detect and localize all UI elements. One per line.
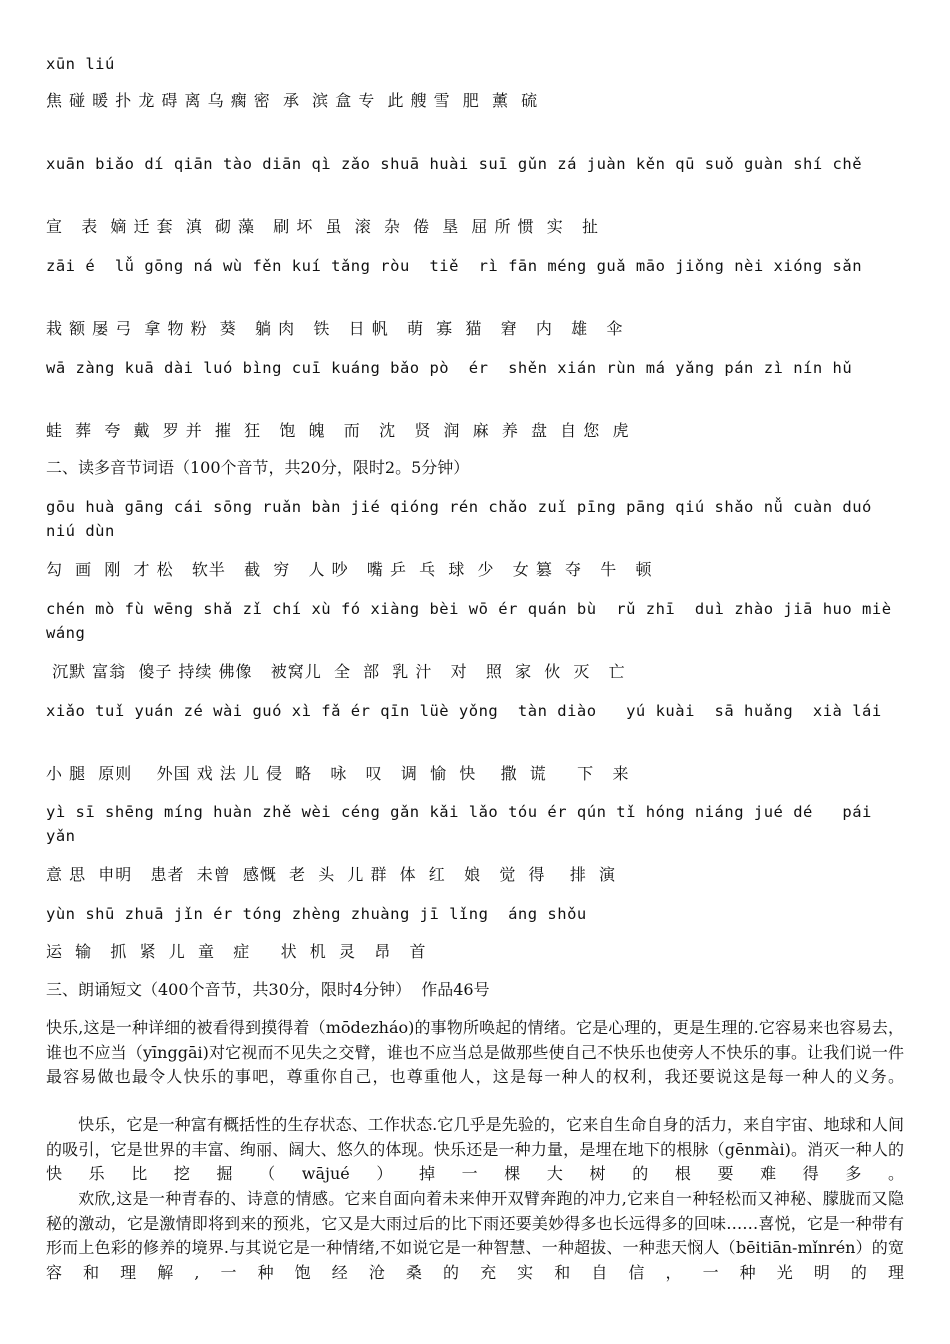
pinyin-line: xiǎo tuǐ yuán zé wài guó xì fǎ ér qīn lüè yǒng tàn diào yú kuài sā huǎng xià lái	[46, 702, 882, 720]
paragraph-text: 快乐,这是一种详细的被看得到摸得着（mōdezháo)的事物所唤起的情绪。它是心理的，更是生理的.它容易来也容易去，谁也不应当（yīnggāi)对它视而不见失之交臂，谁也不应当总是做那些使自己不快乐也使旁人不快乐的事。让我们说一件最容易做也最令人快乐的事吧，尊重你自己，也尊重他人，这是每一种人的权利，我还要说这是每一种人的义务。	[46, 1018, 904, 1086]
hanzi-line: 沉默 富翁 傻子 持续 佛像 被窝儿 全 部 乳 汁 对 照 家 伙 灭 亡	[46, 662, 626, 681]
reading-paragraph	[46, 1113, 904, 1187]
hanzi-line: 蛙 葬 夸 戴 罗 并 摧 狂 饱 魄 而 沈 贤 润 麻 养 盘 自 您 虎	[46, 421, 630, 440]
section-heading: 三、朗诵短文（400个音节，共30分，限时4分钟） 作品46号	[46, 980, 490, 999]
hanzi-line: 运 输 抓 紧 儿 童 症 状 机 灵 昂 首	[46, 942, 427, 961]
hanzi-line: 焦 碰 暖 扑 龙 碍 离 乌 瘸 密 承 滨 盒 专 此 艘 雪 肥 薰 硫	[46, 91, 539, 110]
hanzi-line: 小 腿 原则 外国 戏 法 儿 侵 略 咏 叹 调 愉 快 撒 谎 下 来	[46, 764, 630, 783]
paragraph-text: 快乐，它是一种富有概括性的生存状态、工作状态.它几乎是先验的，它来自生命自身的活力，来自宇宙、地球和人间的吸引，它是世界的丰富、绚丽、阔大、悠久的体现。快乐还是一种力量，是埋在地下的根脉（gēnmài)。消灭一种人的快乐比挖掘（wājué）掉一棵大树的根要难得多。	[46, 1115, 904, 1183]
reading-paragraph	[46, 1016, 904, 1090]
pinyin-line: zāi é lǚ gōng ná wù fěn kuí tǎng ròu tiě rì fān méng guǎ māo jiǒng nèi xióng sǎn	[46, 257, 863, 275]
hanzi-line: 意 思 申明 患者 未曾 感慨 老 头 儿 群 体 红 娘 觉 得 排 演	[46, 865, 617, 884]
hanzi-line: 宣 表 嫡 迁 套 滇 砌 藻 刷 坏 虽 滚 杂 倦 垦 屈 所 惯 实 扯	[46, 217, 600, 236]
reading-paragraph	[46, 1187, 904, 1285]
hanzi-line: 勾 画 刚 才 松 软半 截 穷 人 吵 嘴 乒 乓 球 少 女 篡 夺 牛 顿	[46, 560, 653, 579]
pinyin-line: wā zàng kuā dài luó bìng cuī kuáng bǎo pò ér shěn xián rùn má yǎng pán zì nín hǔ	[46, 359, 853, 377]
section-heading: 二、读多音节词语（100个音节，共20分，限时2。5分钟）	[46, 458, 470, 477]
pinyin-line: chén mò fù wēng shǎ zǐ chí xù fó xiàng bèi wō ér quán bù rǔ zhī duì zhào jiā huo miè wáng	[46, 600, 902, 642]
pinyin-line: yùn shū zhuā jǐn ér tóng zhèng zhuàng jī lǐng áng shǒu	[46, 905, 587, 923]
hanzi-line: 栽 额 屡 弓 拿 物 粉 葵 躺 肉 铁 日 帆 萌 寡 猫 窘 内 雄 伞	[46, 319, 624, 338]
pinyin-line: gōu huà gāng cái sōng ruǎn bàn jié qióng rén chǎo zuǐ pīng pāng qiú shǎo nǚ cuàn duó niú dùn	[46, 498, 882, 540]
pinyin-line: xūn liú	[46, 55, 115, 73]
pinyin-line: xuān biǎo dí qiān tào diān qì zǎo shuā huài suī gǔn zá juàn kěn qū suǒ guàn shí chě	[46, 155, 863, 173]
paragraph-text: 欢欣,这是一种青春的、诗意的情感。它来自面向着未来伸开双臂奔跑的冲力,它来自一种轻松而又神秘、朦胧而又隐秘的激动，它是激情即将到来的预兆，它又是大雨过后的比下雨还要美妙得多也长远得多的回味……喜悦，它是一种带有形而上色彩的修养的境界.与其说它是一种情绪,不如说它是一种智慧、一种超拔、一种悲天悯人（bēitiān-mǐnrén）的宽容和理解,一种饱经沧桑的充实和自信，一种光明的理	[46, 1189, 904, 1282]
pinyin-line: yì sī shēng míng huàn zhě wèi céng gǎn kǎi lǎo tóu ér qún tǐ hóng niáng jué dé pái yǎn	[46, 803, 882, 845]
